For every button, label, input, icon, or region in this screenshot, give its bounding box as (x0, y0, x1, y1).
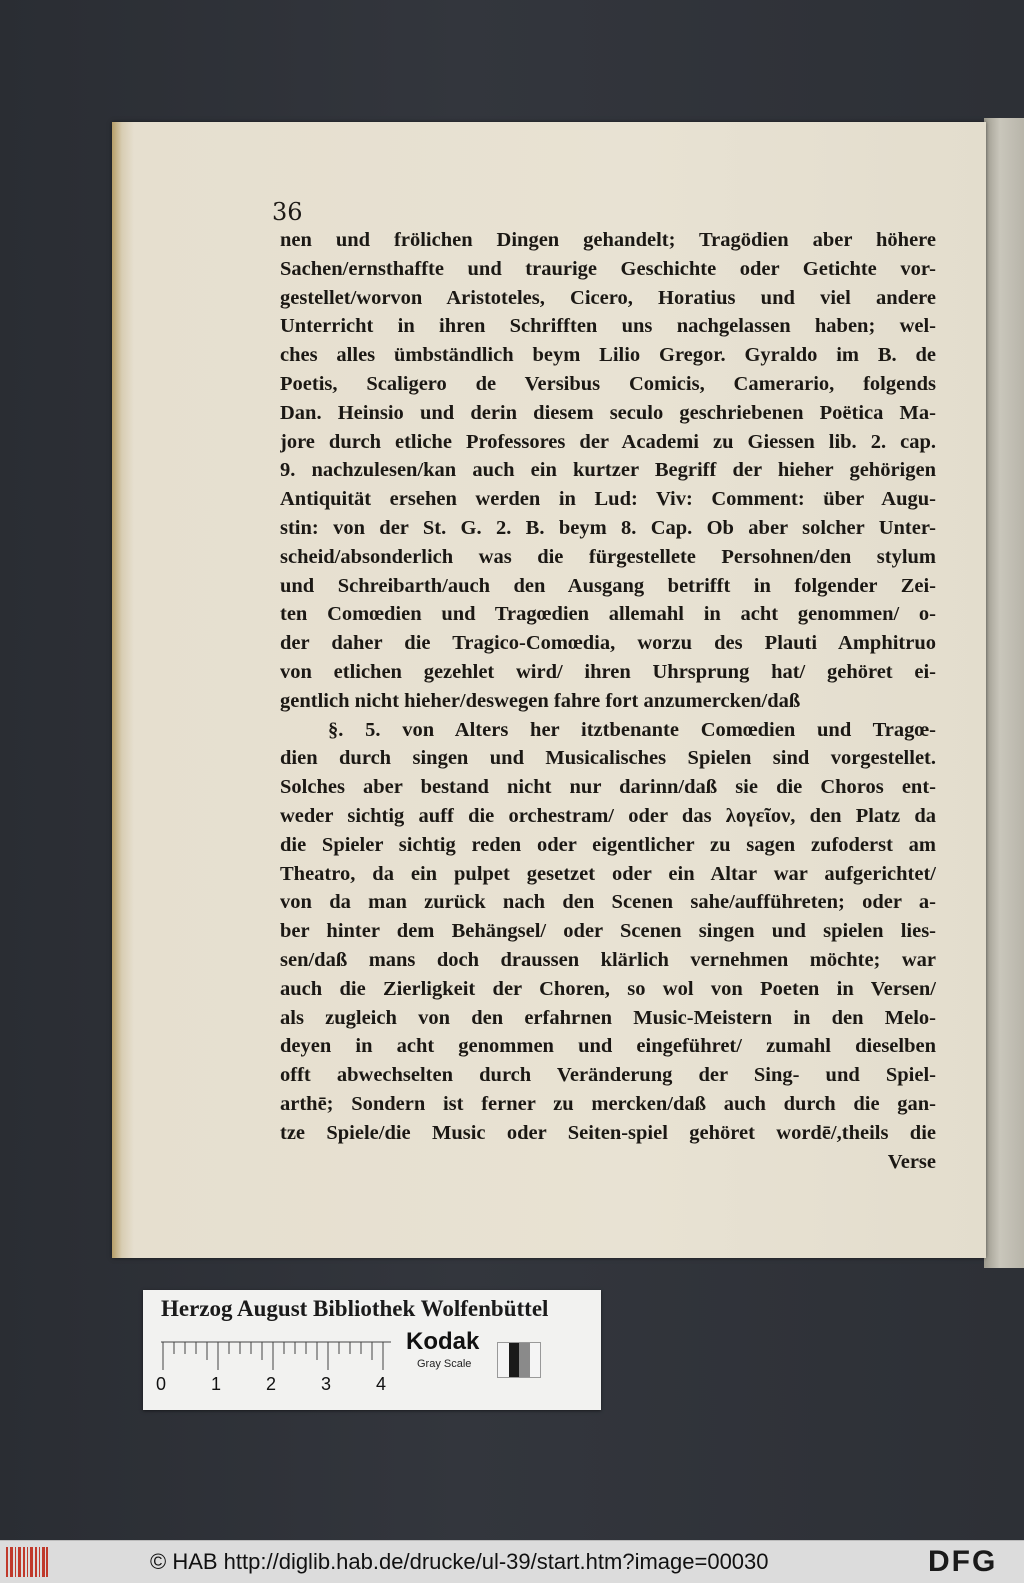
text-line: gestellet/worvon Aristoteles, Cicero, Horatius und viel andere (280, 286, 936, 309)
catchword: Verse (887, 1150, 936, 1173)
library-name: Herzog August Bibliothek Wolfenbüttel (161, 1296, 549, 1321)
text-line: jore durch etliche Professores der Academi zu Giessen lib. 2. cap. (280, 430, 936, 453)
swatch-black (509, 1343, 520, 1377)
text-line: stin: von der St. G. 2. B. beym 8. Cap. Ob aber solcher Unter- (280, 516, 936, 539)
text-line: Sachen/ernsthaffte und traurige Geschichte oder Getichte vor- (280, 257, 936, 280)
text-line: nen und frölichen Dingen gehandelt; Tragödien aber höhere (280, 229, 936, 251)
swatch-white (530, 1343, 541, 1377)
text-line: ten Comœdien und Tragœdien allemahl in acht genommen/ o- (280, 603, 936, 626)
text-line: weder sichtig auff die orchestram/ oder das λογεῖον, den Platz da (280, 804, 936, 827)
text-line: als zugleich von den erfahrnen Music-Meistern in den Melo- (280, 1006, 936, 1029)
color-scale-card (143, 1290, 601, 1410)
ruler-label: 1 (211, 1374, 222, 1394)
text-line: Unterricht in ihren Schrifften uns nachgelassen haben; wel- (280, 315, 936, 338)
gray-scale-label: Gray Scale (417, 1358, 472, 1370)
text-line: dien durch singen und Musicalisches Spielen sind vorgestellet. (280, 747, 936, 770)
text-line: gentlich nicht hieher/deswegen fahre fort anzumercken/daß (280, 689, 801, 712)
barcode-icon (6, 1547, 48, 1577)
text-line: tze Spiele/die Music oder Seiten-spiel gehöret wordē/,theils die (280, 1121, 936, 1144)
ruler-labels (153, 1374, 403, 1400)
text-line: Dan. Heinsio und derin diesem seculo geschriebenen Poëtica Ma- (280, 401, 936, 424)
text-line: Solches aber bestand nicht nur darinn/daß sie die Choros ent- (280, 776, 936, 799)
page-text (280, 226, 936, 1173)
text-line: ches alles ümbständlich beym Lilio Gregor. Gyraldo im B. de (280, 344, 936, 367)
kodak-logo: Kodak (406, 1328, 480, 1355)
text-line: sen/daß mans doch draussen klärlich vernehmen möchte; war (280, 948, 936, 971)
text-line: §. 5. von Alters her itztbenante Comœdien und Tragœ- (328, 718, 936, 741)
text-line: die Spieler sichtig reden oder eigentlicher zu sagen zufoderst am (280, 833, 936, 856)
text-line: deyen in acht genommen und eingeführet/ zumahl dieselben (280, 1035, 936, 1058)
text-line: arthē; Sondern ist ferner zu mercken/daß auch durch die gan- (280, 1092, 936, 1115)
footer-bar (0, 1540, 1024, 1583)
text-line: ber hinter dem Behängsel/ oder Scenen singen und spielen lies- (280, 920, 936, 943)
swatch-white (498, 1343, 509, 1377)
ruler-label: 2 (266, 1374, 277, 1394)
text-line: der daher die Tragico-Comœdia, worzu des Plauti Amphitruo (280, 632, 936, 655)
gray-swatches (497, 1342, 541, 1378)
credit-url[interactable]: © HAB http://diglib.hab.de/drucke/ul-39/start.htm?image=00030 (150, 1549, 769, 1574)
dfg-logo: DFG (928, 1545, 998, 1578)
ruler-label: 3 (321, 1374, 332, 1394)
text-line: scheid/absonderlich was die fürgestellete Persohnen/den stylum (280, 545, 936, 568)
text-line: auch die Zierligkeit der Choren, so wol von Poeten in Versen/ (280, 977, 936, 1000)
swatch-gray (519, 1343, 530, 1377)
text-line: Antiquität ersehen werden in Lud: Viv: Comment: über Augu- (280, 488, 936, 511)
text-line: von etlichen gezehlet wird/ ihren Uhrsprung hat/ gehöret ei- (280, 660, 936, 683)
text-line: offt abwechselten durch Veränderung der Sing- und Spiel- (280, 1064, 936, 1087)
text-line: Theatro, da ein pulpet gesetzet oder ein Altar war aufgerichtet/ (280, 862, 936, 885)
ruler-label: 0 (156, 1374, 167, 1394)
next-page-edge (984, 118, 1024, 1268)
text-line: von da man zurück nach den Scenen sahe/aufführeten; oder a- (280, 891, 936, 914)
ruler-scale (161, 1340, 391, 1374)
text-line: 9. nachzulesen/kan auch ein kurtzer Begriff der hieher gehörigen (280, 459, 936, 482)
text-line: und Schreibarth/auch den Ausgang betrifft in folgender Zei- (280, 574, 936, 597)
text-line: Poetis, Scaligero de Versibus Comicis, Camerario, folgends (280, 372, 936, 395)
ruler-label: 4 (376, 1374, 387, 1394)
page-number: 36 (272, 198, 303, 226)
